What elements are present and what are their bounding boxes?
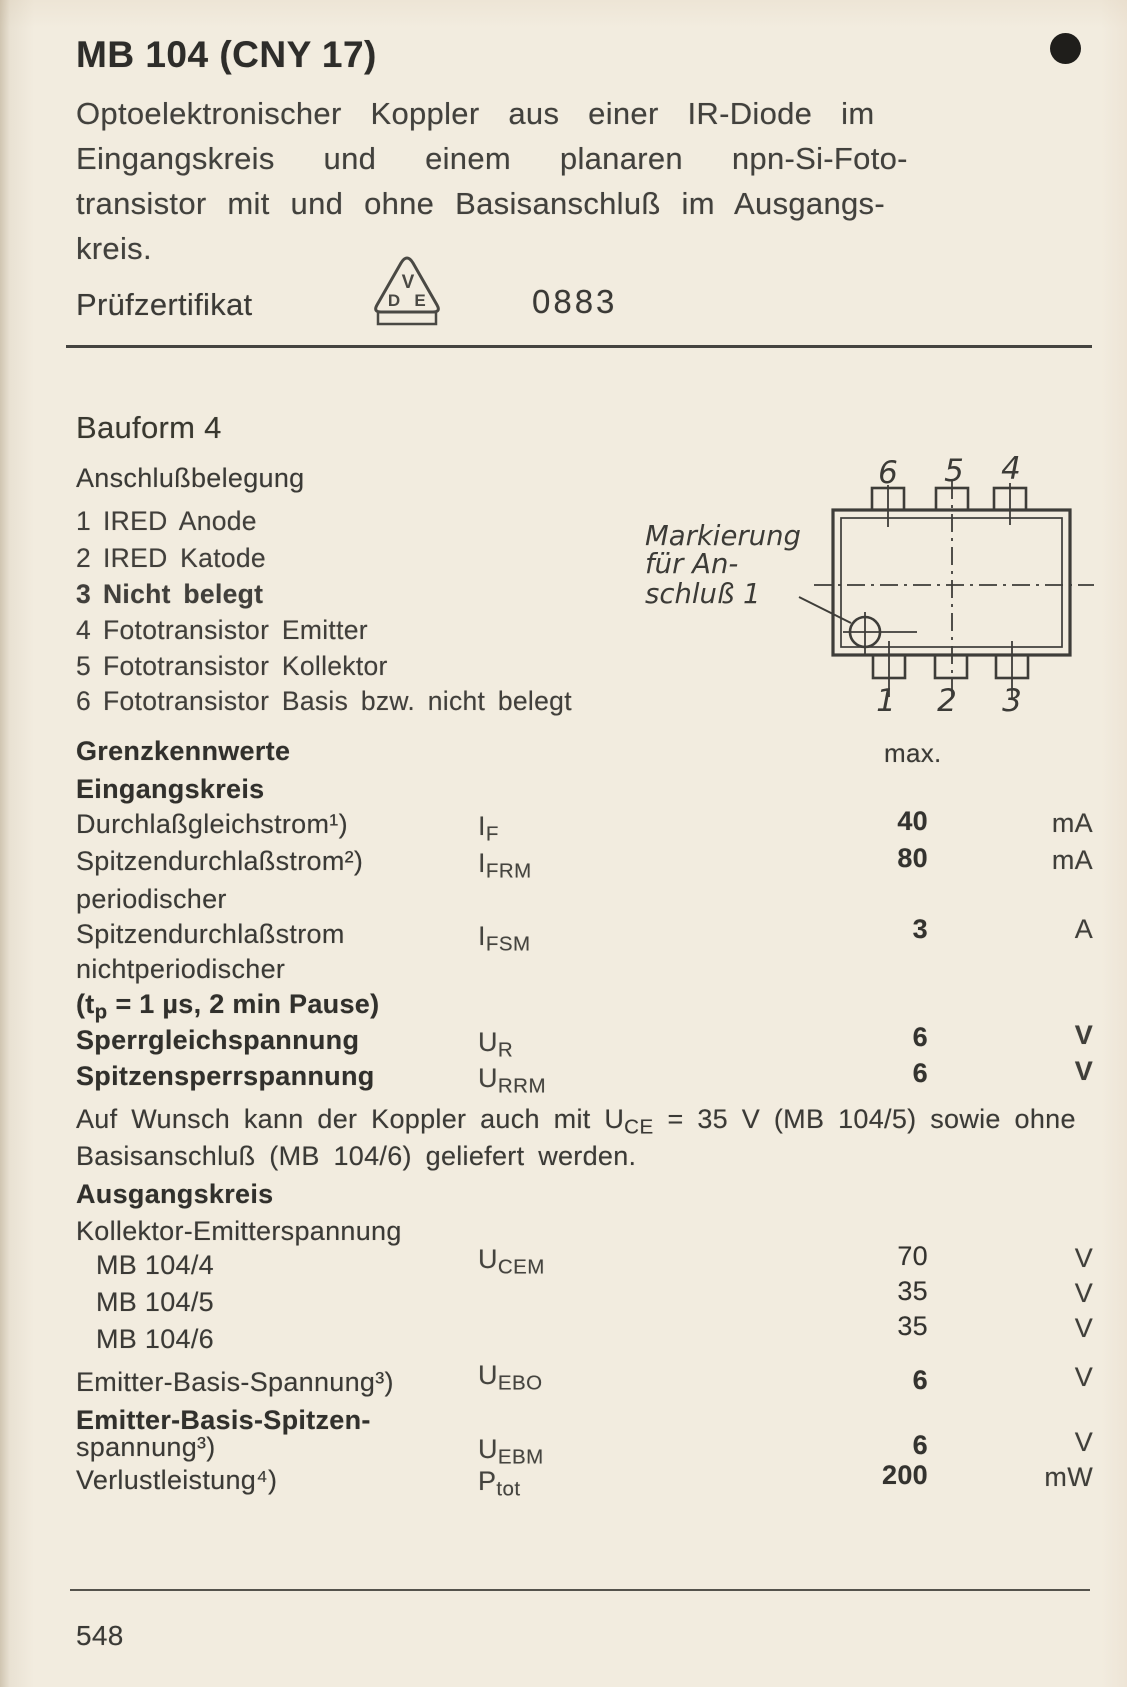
vde-base-bar	[378, 312, 436, 324]
param-unit: mW	[1044, 1462, 1093, 1492]
param-value: 3	[912, 914, 928, 944]
param-value: 6	[912, 1022, 928, 1052]
page-number: 548	[76, 1620, 124, 1651]
intro-line-1: Optoelektronischer Koppler aus einer IR-Diode im	[76, 96, 875, 131]
param-value: 6	[912, 1058, 928, 1088]
certificate-number: 0883	[532, 283, 618, 320]
param-symbol: $U_{EBO}$	[478, 1360, 543, 1395]
pin-number: 2	[76, 543, 92, 573]
param-group-label: Kollektor-Emitterspannung	[76, 1216, 402, 1246]
pin-list-item	[76, 651, 388, 681]
param-symbol: $U_{EBM}$	[478, 1434, 544, 1469]
intro-line-4: kreis.	[76, 231, 152, 266]
param-label: Emitter-Basis-Spannung³)	[76, 1367, 394, 1397]
pin-label: Nicht belegt	[103, 579, 264, 609]
param-symbol: $P_{tot}$	[478, 1466, 521, 1501]
variant-label: MB 104/4	[96, 1250, 214, 1280]
param-label: Durchlaßgleichstrom¹)	[76, 809, 348, 839]
pin-2	[935, 655, 967, 678]
option-note-line-2: Basisanschluß (MB 104/6) geliefert werden.	[76, 1141, 637, 1171]
pin-label: IRED Katode	[103, 543, 266, 573]
pulse-condition-note: ($t_p = 1$ µs, 2 min Pause)	[76, 989, 380, 1024]
param-symbol: $U_{CEM}$	[478, 1244, 545, 1279]
page-marker-dot	[1050, 33, 1081, 64]
pin-label: Fototransistor Kollektor	[103, 651, 388, 681]
pin-list-item	[76, 579, 263, 609]
pin-list-item	[76, 686, 572, 716]
param-symbol: $I_{FRM}$	[478, 848, 532, 883]
page-title: MB 104 (CNY 17)	[76, 34, 377, 75]
marker-note-line-1: Markierung	[645, 520, 801, 552]
input-circuit-heading: Eingangskreis	[76, 774, 265, 804]
param-unit: mA	[1051, 808, 1093, 838]
param-value: 35	[897, 1311, 928, 1341]
pinout-heading: Anschlußbelegung	[76, 463, 305, 493]
bottom-pin-number-3: 3	[1002, 683, 1022, 715]
param-unit: mA	[1051, 845, 1093, 875]
header-divider-rule	[66, 345, 1092, 348]
pin-list-item	[76, 615, 368, 645]
top-pin-number-5: 5	[944, 453, 964, 489]
package-diagram	[630, 415, 1110, 715]
param-label-continuation: periodischer	[76, 884, 227, 914]
param-unit: V	[1074, 1243, 1093, 1273]
top-pin-number-4: 4	[1001, 451, 1021, 487]
vde-letter-d: D	[387, 291, 401, 310]
param-label-continuation: spannung³)	[76, 1432, 216, 1462]
limits-heading: Grenzkennwerte	[76, 736, 291, 766]
param-value: 40	[897, 806, 928, 836]
variant-label: MB 104/6	[96, 1324, 214, 1354]
pin-number: 6	[76, 686, 92, 716]
variant-label: MB 104/5	[96, 1287, 214, 1317]
bottom-pin-number-1: 1	[876, 683, 896, 715]
param-unit: V	[1074, 1278, 1093, 1308]
param-unit: V	[1074, 1427, 1093, 1457]
param-value: 35	[897, 1276, 928, 1306]
footer-divider-rule	[70, 1589, 1090, 1591]
vde-letter-e: E	[414, 291, 426, 310]
pin-number: 4	[76, 615, 92, 645]
param-label-continuation: nichtperiodischer	[76, 954, 286, 984]
marker-note-line-2: für An-	[645, 548, 739, 580]
pin-label: Fototransistor Basis bzw. nicht belegt	[103, 686, 572, 716]
param-value: 80	[897, 843, 928, 873]
param-label: Emitter-Basis-Spitzen-	[76, 1405, 371, 1435]
param-unit: V	[1074, 1056, 1093, 1086]
param-unit: V	[1074, 1313, 1093, 1343]
vde-logo	[364, 254, 450, 326]
top-pin-number-6: 6	[878, 455, 898, 491]
intro-line-2: Eingangskreis und einem planaren npn-Si-Foto-	[76, 141, 908, 176]
pin-label: IRED Anode	[103, 506, 257, 536]
marker-note-line-3: schluß 1	[645, 578, 761, 610]
param-label: Sperrgleichspannung	[76, 1025, 360, 1055]
certificate-label: Prüfzertifikat	[76, 287, 253, 322]
param-value: 200	[882, 1460, 928, 1490]
param-value: 6	[912, 1365, 928, 1395]
param-value: 6	[912, 1430, 928, 1460]
param-unit: V	[1074, 1362, 1093, 1392]
pin-number: 1	[76, 506, 92, 536]
max-column-header: max.	[884, 738, 942, 768]
param-value: 70	[897, 1241, 928, 1271]
param-symbol: $I_F$	[478, 811, 499, 846]
param-label: Spitzendurchlaßstrom	[76, 919, 345, 949]
vde-letter-v: V	[401, 272, 415, 293]
bottom-pin-number-2: 2	[937, 683, 957, 715]
bauform-heading: Bauform 4	[76, 410, 222, 445]
param-unit: V	[1074, 1020, 1093, 1050]
param-label: Verlustleistung⁴)	[76, 1465, 278, 1495]
output-circuit-heading: Ausgangskreis	[76, 1179, 274, 1209]
param-label: Spitzensperrspannung	[76, 1061, 375, 1091]
pin-list-item	[76, 543, 266, 573]
intro-line-3: transistor mit und ohne Basisanschluß im Ausgangs-	[76, 186, 885, 221]
param-unit: A	[1074, 914, 1093, 944]
param-symbol: $U_R$	[478, 1027, 514, 1062]
param-symbol: $U_{RRM}$	[478, 1063, 547, 1098]
option-note-line-1: Auf Wunsch kann der Koppler auch mit $U_{CE} = 35$ V (MB 104/5) sowie ohne	[76, 1104, 1076, 1139]
pin-number: 3	[76, 579, 92, 609]
pin-label: Fototransistor Emitter	[103, 615, 368, 645]
param-symbol: $I_{FSM}$	[478, 921, 531, 956]
pin-list-item	[76, 506, 257, 536]
pin-number: 5	[76, 651, 92, 681]
marker-leader-line	[799, 597, 851, 623]
param-label: Spitzendurchlaßstrom²)	[76, 846, 364, 876]
